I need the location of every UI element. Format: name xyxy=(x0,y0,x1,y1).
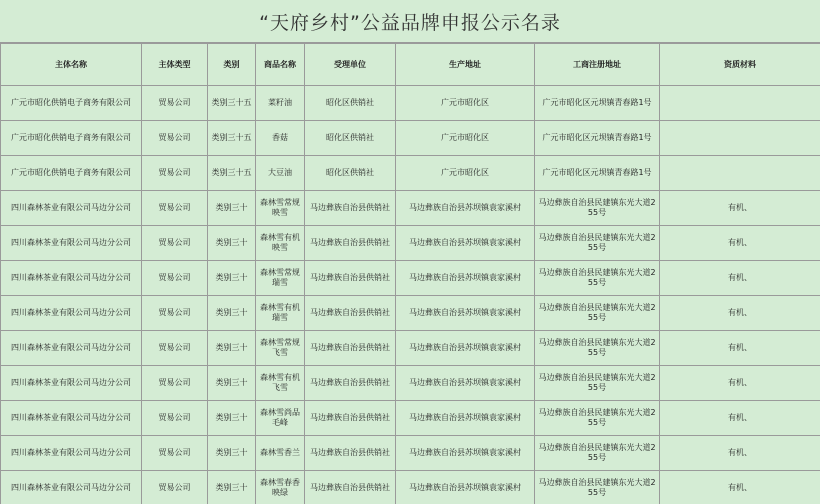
table-cell-reg-addr[interactable]: 马边彝族自治县民建镇东光大道255号 xyxy=(535,296,660,331)
table-cell-prod-addr[interactable]: 马边彝族自治县苏坝镇袁家溪村 xyxy=(396,226,535,261)
table-cell-name[interactable]: 广元市昭化供销电子商务有限公司 xyxy=(1,121,142,156)
table-cell-product[interactable]: 森林雪有机瑞雪 xyxy=(256,296,305,331)
table-row xyxy=(1,471,820,504)
header-cell[interactable]: 类别 xyxy=(208,44,256,86)
header-cell[interactable]: 受理单位 xyxy=(305,44,396,86)
table-cell-unit[interactable]: 马边彝族自治县供销社 xyxy=(305,296,396,331)
table-cell-prod-addr[interactable]: 广元市昭化区 xyxy=(396,156,535,191)
header-cell[interactable]: 商品名称 xyxy=(256,44,305,86)
table-cell-type[interactable]: 贸易公司 xyxy=(142,261,208,296)
table-cell-unit[interactable]: 马边彝族自治县供销社 xyxy=(305,191,396,226)
table-cell-material[interactable]: 有机、 xyxy=(660,261,820,296)
table-cell-type[interactable]: 贸易公司 xyxy=(142,401,208,436)
table-cell-category[interactable]: 类别三十五 xyxy=(208,156,256,191)
table-cell-name[interactable]: 四川森林茶业有限公司马边分公司 xyxy=(1,261,142,296)
table-cell-unit[interactable]: 马边彝族自治县供销社 xyxy=(305,261,396,296)
table-cell-category[interactable]: 类别三十 xyxy=(208,261,256,296)
table-cell-category[interactable]: 类别三十 xyxy=(208,226,256,261)
table-cell-product[interactable]: 香菇 xyxy=(256,121,305,156)
table-cell-product[interactable]: 菜籽油 xyxy=(256,86,305,121)
table-cell-prod-addr[interactable]: 马边彝族自治县苏坝镇袁家溪村 xyxy=(396,401,535,436)
table-cell-name[interactable]: 四川森林茶业有限公司马边分公司 xyxy=(1,366,142,401)
table-cell-unit[interactable]: 昭化区供销社 xyxy=(305,156,396,191)
table-row xyxy=(1,156,820,191)
sheet-title: “天府乡村”公益品牌申报公示名录 xyxy=(259,11,561,34)
table-cell-name[interactable]: 四川森林茶业有限公司马边分公司 xyxy=(1,471,142,504)
table-cell-prod-addr[interactable]: 马边彝族自治县苏坝镇袁家溪村 xyxy=(396,191,535,226)
table-cell-material[interactable] xyxy=(660,86,820,121)
header-cell[interactable]: 工商注册地址 xyxy=(535,44,660,86)
table-cell-prod-addr[interactable]: 广元市昭化区 xyxy=(396,86,535,121)
table-cell-type[interactable]: 贸易公司 xyxy=(142,226,208,261)
table-cell-prod-addr[interactable]: 马边彝族自治县苏坝镇袁家溪村 xyxy=(396,436,535,471)
table-cell-product[interactable]: 森林雪常规飞雪 xyxy=(256,331,305,366)
table-cell-material[interactable]: 有机、 xyxy=(660,471,820,504)
table-cell-material[interactable]: 有机、 xyxy=(660,191,820,226)
table-cell-name[interactable]: 四川森林茶业有限公司马边分公司 xyxy=(1,401,142,436)
table-cell-reg-addr[interactable]: 马边彝族自治县民建镇东光大道255号 xyxy=(535,471,660,504)
table-cell-reg-addr[interactable]: 马边彝族自治县民建镇东光大道255号 xyxy=(535,366,660,401)
table-cell-name[interactable]: 四川森林茶业有限公司马边分公司 xyxy=(1,436,142,471)
header-cell[interactable]: 生产地址 xyxy=(396,44,535,86)
table-cell-type[interactable]: 贸易公司 xyxy=(142,331,208,366)
table-cell-product[interactable]: 森林雪有机飞雪 xyxy=(256,366,305,401)
table-cell-type[interactable]: 贸易公司 xyxy=(142,296,208,331)
table-cell-category[interactable]: 类别三十 xyxy=(208,366,256,401)
table-cell-prod-addr[interactable]: 马边彝族自治县苏坝镇袁家溪村 xyxy=(396,261,535,296)
table-cell-name[interactable]: 广元市昭化供销电子商务有限公司 xyxy=(1,156,142,191)
table-cell-name[interactable]: 四川森林茶业有限公司马边分公司 xyxy=(1,331,142,366)
table-cell-material[interactable]: 有机、 xyxy=(660,226,820,261)
table-cell-prod-addr[interactable]: 马边彝族自治县苏坝镇袁家溪村 xyxy=(396,366,535,401)
table-cell-name[interactable]: 四川森林茶业有限公司马边分公司 xyxy=(1,226,142,261)
table-cell-material[interactable]: 有机、 xyxy=(660,436,820,471)
table-cell-category[interactable]: 类别三十五 xyxy=(208,121,256,156)
table-cell-type[interactable]: 贸易公司 xyxy=(142,121,208,156)
table-cell-material[interactable]: 有机、 xyxy=(660,366,820,401)
table-cell-unit[interactable]: 昭化区供销社 xyxy=(305,86,396,121)
table-cell-product[interactable]: 森林雪香兰 xyxy=(256,436,305,471)
table-cell-type[interactable]: 贸易公司 xyxy=(142,191,208,226)
table-cell-prod-addr[interactable]: 马边彝族自治县苏坝镇袁家溪村 xyxy=(396,296,535,331)
table-cell-unit[interactable]: 昭化区供销社 xyxy=(305,121,396,156)
table-cell-name[interactable]: 四川森林茶业有限公司马边分公司 xyxy=(1,296,142,331)
table-cell-reg-addr[interactable]: 广元市昭化区元坝镇青春路1号 xyxy=(535,86,660,121)
registry-table xyxy=(0,43,820,504)
header-cell[interactable]: 主体类型 xyxy=(142,44,208,86)
header-cell[interactable]: 主体名称 xyxy=(1,44,142,86)
table-row xyxy=(1,121,820,156)
table-cell-type[interactable]: 贸易公司 xyxy=(142,366,208,401)
table-row xyxy=(1,191,820,226)
table-cell-reg-addr[interactable]: 马边彝族自治县民建镇东光大道255号 xyxy=(535,191,660,226)
table-cell-type[interactable]: 贸易公司 xyxy=(142,86,208,121)
header-row xyxy=(1,44,820,86)
table-cell-material[interactable]: 有机、 xyxy=(660,401,820,436)
table-cell-type[interactable]: 贸易公司 xyxy=(142,156,208,191)
header-cell[interactable]: 资质材料 xyxy=(660,44,820,86)
table-row xyxy=(1,436,820,471)
table-cell-unit[interactable]: 马边彝族自治县供销社 xyxy=(305,331,396,366)
sheet-title-cell[interactable] xyxy=(0,0,820,43)
table-cell-material[interactable] xyxy=(660,121,820,156)
table-cell-prod-addr[interactable]: 广元市昭化区 xyxy=(396,121,535,156)
table-cell-unit[interactable]: 马边彝族自治县供销社 xyxy=(305,401,396,436)
table-cell-material[interactable]: 有机、 xyxy=(660,331,820,366)
table-cell-product[interactable]: 森林雪尚品毛峰 xyxy=(256,401,305,436)
table-row xyxy=(1,226,820,261)
table-cell-category[interactable]: 类别三十 xyxy=(208,191,256,226)
table-cell-reg-addr[interactable]: 马边彝族自治县民建镇东光大道255号 xyxy=(535,226,660,261)
table-cell-unit[interactable]: 马边彝族自治县供销社 xyxy=(305,366,396,401)
table-cell-product[interactable]: 森林雪有机映雪 xyxy=(256,226,305,261)
table-cell-name[interactable]: 四川森林茶业有限公司马边分公司 xyxy=(1,191,142,226)
table-cell-prod-addr[interactable]: 马边彝族自治县苏坝镇袁家溪村 xyxy=(396,331,535,366)
table-row xyxy=(1,401,820,436)
table-cell-product[interactable]: 森林雪常规瑞雪 xyxy=(256,261,305,296)
table-row xyxy=(1,261,820,296)
table-cell-prod-addr[interactable]: 马边彝族自治县苏坝镇袁家溪村 xyxy=(396,471,535,504)
table-cell-reg-addr[interactable]: 马边彝族自治县民建镇东光大道255号 xyxy=(535,331,660,366)
table-cell-material[interactable] xyxy=(660,156,820,191)
table-cell-type[interactable]: 贸易公司 xyxy=(142,436,208,471)
table-cell-reg-addr[interactable]: 马边彝族自治县民建镇东光大道255号 xyxy=(535,401,660,436)
table-cell-name[interactable]: 广元市昭化供销电子商务有限公司 xyxy=(1,86,142,121)
table-cell-product[interactable]: 大豆油 xyxy=(256,156,305,191)
table-row xyxy=(1,296,820,331)
table-cell-category[interactable]: 类别三十 xyxy=(208,296,256,331)
table-cell-reg-addr[interactable]: 马边彝族自治县民建镇东光大道255号 xyxy=(535,436,660,471)
table-cell-product[interactable]: 森林雪春香映绿 xyxy=(256,471,305,504)
table-cell-unit[interactable]: 马边彝族自治县供销社 xyxy=(305,436,396,471)
table-row xyxy=(1,86,820,121)
table-row xyxy=(1,366,820,401)
table-cell-reg-addr[interactable]: 广元市昭化区元坝镇青春路1号 xyxy=(535,156,660,191)
table-cell-product[interactable]: 森林雪常规映雪 xyxy=(256,191,305,226)
table-cell-unit[interactable]: 马边彝族自治县供销社 xyxy=(305,471,396,504)
table-cell-reg-addr[interactable]: 广元市昭化区元坝镇青春路1号 xyxy=(535,121,660,156)
table-cell-category[interactable]: 类别三十五 xyxy=(208,86,256,121)
table-cell-category[interactable]: 类别三十 xyxy=(208,401,256,436)
table-cell-type[interactable]: 贸易公司 xyxy=(142,471,208,504)
table-cell-reg-addr[interactable]: 马边彝族自治县民建镇东光大道255号 xyxy=(535,261,660,296)
table-cell-category[interactable]: 类别三十 xyxy=(208,471,256,504)
table-cell-category[interactable]: 类别三十 xyxy=(208,436,256,471)
table-cell-category[interactable]: 类别三十 xyxy=(208,331,256,366)
table-cell-material[interactable]: 有机、 xyxy=(660,296,820,331)
table-cell-unit[interactable]: 马边彝族自治县供销社 xyxy=(305,226,396,261)
table-row xyxy=(1,331,820,366)
